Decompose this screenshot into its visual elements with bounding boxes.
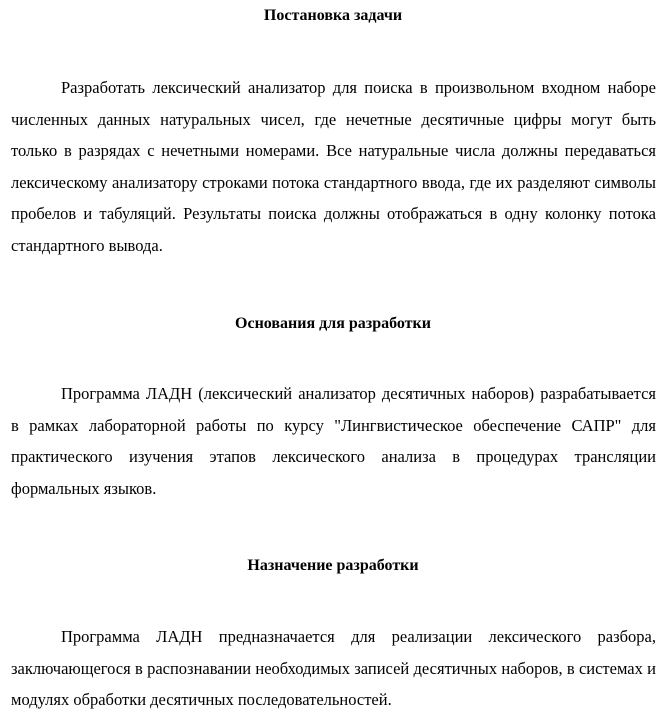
section-paragraph-purpose: Программа ЛАДН предназначается для реализации лексического разбора, заключающегося в распознавании необходимых записей десятичных наборов, в системах и модулях обработки десятичных последовательностей.	[11, 627, 656, 710]
section-heading-development-basis: Основания для разработки	[235, 315, 431, 332]
section-heading-problem-statement: Постановка задачи	[263, 7, 403, 24]
section-paragraph-development-basis: Программа ЛАДН (лексический анализатор десятичных наборов) разрабатывается в рамках лабораторной работы по курсу "Лингвистическое обеспечение САПР" для практического изучения этапов лексического анализа в процедурах трансляции формальных языков.	[11, 384, 656, 498]
section-heading-purpose: Назначение разработки	[247, 557, 419, 574]
section-paragraph-problem-statement: Разработать лексический анализатор для поиска в произвольном входном наборе численных данных натуральных чисел, где нечетные десятичные цифры могут быть только в разрядах с нечетными номерами. Все натуральные числа должны передаваться лексическому анализатору строками потока стандартного ввода, где их разделяют символы пробелов и табуляций. Результаты поиска должны отображаться в одну колонку потока стандартного вывода.	[11, 78, 656, 255]
